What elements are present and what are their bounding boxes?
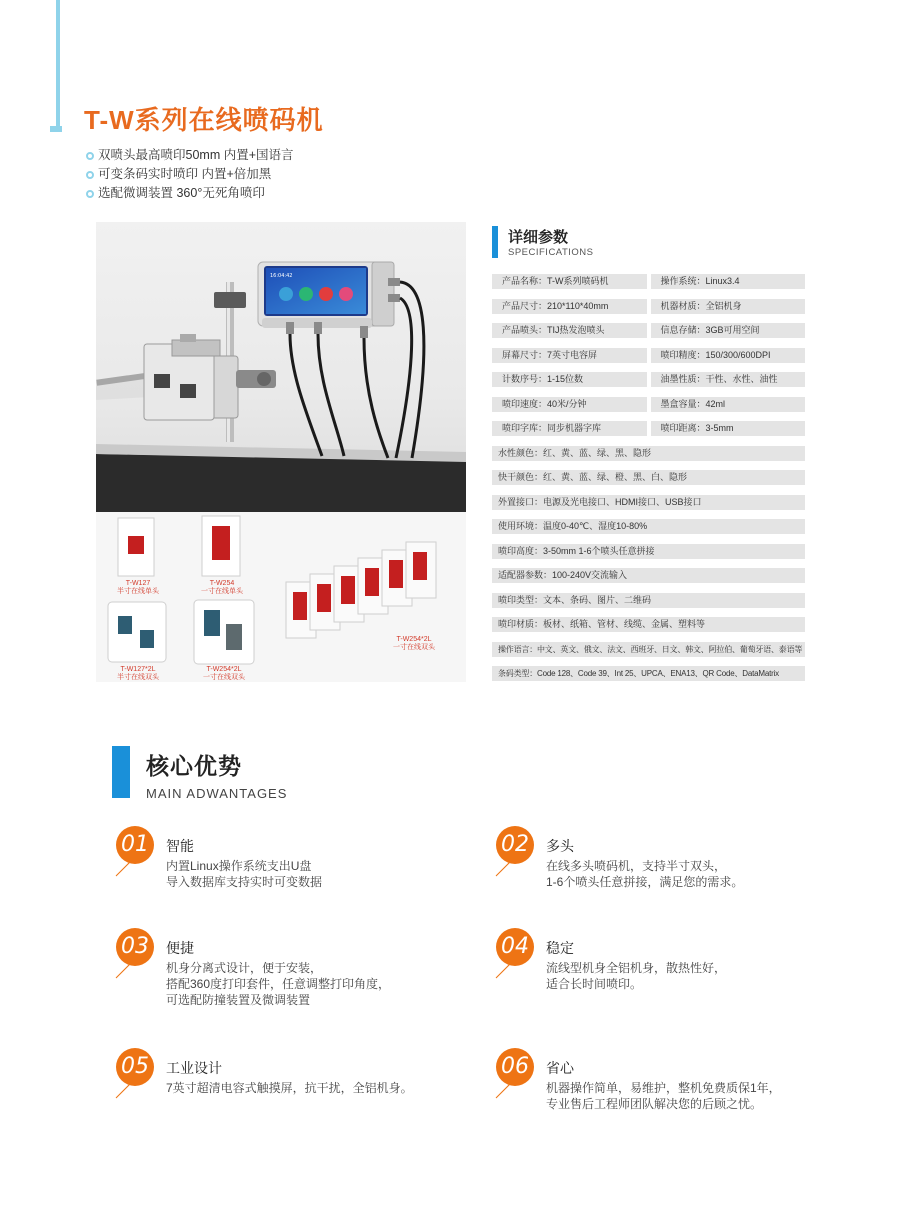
- advantages-subtitle: MAIN ADWANTAGES: [146, 786, 288, 801]
- spec-row: 产品喷头：TIJ热发泡喷头 信息存储：3GB可用空间: [492, 323, 805, 338]
- advantage-number: 05: [116, 1048, 154, 1086]
- advantage-number: 04: [496, 928, 534, 966]
- feature-list: [86, 146, 294, 203]
- advantages-title: 核心优势: [146, 753, 242, 779]
- advantage-name: 便捷: [166, 940, 194, 956]
- advantage-name: 工业设计: [166, 1060, 222, 1076]
- feature-item: 选配微调装置 360°无死角喷印: [86, 184, 294, 203]
- spec-row: 喷印字库：同步机器字库 喷印距离：3-5mm: [492, 421, 805, 436]
- advantage-desc: 机器操作简单，易维护，整机免费质保1年， 专业售后工程师团队解决您的后顾之忧。: [546, 1081, 781, 1111]
- spec-row: 喷印类型：文本、条码、图片、二维码: [492, 593, 805, 608]
- specs-table: [492, 274, 805, 691]
- advantage-number: 02: [496, 826, 534, 864]
- advantage-number: 03: [116, 928, 154, 966]
- spec-row: 喷印高度：3-50mm 1-6个喷头任意拼接: [492, 544, 805, 559]
- spec-row: 外置接口：电源及光电接口、HDMI接口、USB接口: [492, 495, 805, 510]
- advantage-number: 06: [496, 1048, 534, 1086]
- variant-caption: T-W254*2L 一寸在线双头: [203, 666, 245, 681]
- feature-item: 可变条码实时喷印 内置+倍加黑: [86, 165, 294, 184]
- spec-row: 产品尺寸：210*110*40mm 机器材质：全铝机身: [492, 299, 805, 314]
- bullet-icon: [86, 152, 94, 160]
- spec-row: 条码类型：Code 128、Code 39、Int 25、UPCA、ENA13、QR Code、DataMatrix: [492, 666, 805, 681]
- spec-row: 产品名称：T-W系列喷码机 操作系统：Linux3.4: [492, 274, 805, 289]
- advantage-desc: 机身分离式设计，便于安装， 搭配360度打印套件，任意调整打印角度， 可选配防撞装置及微调装置: [166, 961, 391, 1007]
- bullet-icon: [86, 190, 94, 198]
- advantage-desc: 7英寸超清电容式触摸屏，抗干扰，全铝机身。: [166, 1081, 413, 1095]
- decorative-vertical-line: [56, 0, 60, 132]
- advantage-name: 稳定: [546, 940, 574, 956]
- specs-title: 详细参数: [508, 229, 569, 246]
- variant-caption: T-W254 一寸在线单头: [201, 580, 243, 595]
- bullet-icon: [86, 171, 94, 179]
- spec-row: 适配器参数：100-240V交流输入: [492, 568, 805, 583]
- advantage-name: 智能: [166, 838, 194, 854]
- spec-row: 屏幕尺寸：7英寸电容屏 喷印精度：150/300/600DPI: [492, 348, 805, 363]
- spec-row: 使用环境：温度0-40℃、湿度10-80%: [492, 519, 805, 534]
- spec-row: 快干颜色：红、黄、蓝、绿、橙、黑、白、隐形: [492, 470, 805, 485]
- variants-photo: [96, 512, 466, 682]
- variant-caption: T-W127*2L 半寸在线双头: [117, 666, 159, 681]
- advantage-name: 多头: [546, 838, 574, 854]
- feature-item: 双喷头最高喷印50mm 内置+国语言: [86, 146, 294, 165]
- spec-row: 计数序号：1-15位数 油墨性质：干性、水性、油性: [492, 372, 805, 387]
- product-photo: [96, 222, 466, 512]
- spec-row: 喷印材质：板材、纸箱、管材、线缆、金属、塑料等: [492, 617, 805, 632]
- svg-text:16:04:42: 16:04:42: [270, 273, 293, 279]
- advantage-desc: 在线多头喷码机，支持半寸双头， 1-6个喷头任意拼接，满足您的需求。: [546, 859, 744, 889]
- advantage-desc: 流线型机身全铝机身，散热性好， 适合长时间喷印。: [546, 961, 727, 991]
- spec-row: 水性颜色：红、黄、蓝、绿、黑、隐形: [492, 446, 805, 461]
- advantages-accent-bar: [112, 746, 130, 798]
- advantage-desc: 内置Linux操作系统支出U盘 导入数据库支持实时可变数据: [166, 859, 323, 889]
- advantage-name: 省心: [546, 1060, 574, 1076]
- specs-accent-bar: [492, 226, 498, 258]
- advantage-number: 01: [116, 826, 154, 864]
- decorative-corner: [50, 126, 62, 132]
- variant-caption: T-W127 半寸在线单头: [117, 580, 159, 595]
- spec-row: 操作语言：中文、英文、俄文、法文、西班牙、日文、韩文、阿拉伯、葡萄牙语、泰语等: [492, 642, 805, 657]
- specs-subtitle: SPECIFICATIONS: [508, 247, 594, 258]
- variant-caption: T-W254*2L 一寸在线双头: [393, 636, 435, 651]
- page-title: T-W系列在线喷码机: [84, 105, 324, 135]
- spec-row: 喷印速度：40米/分钟 墨盒容量：42ml: [492, 397, 805, 412]
